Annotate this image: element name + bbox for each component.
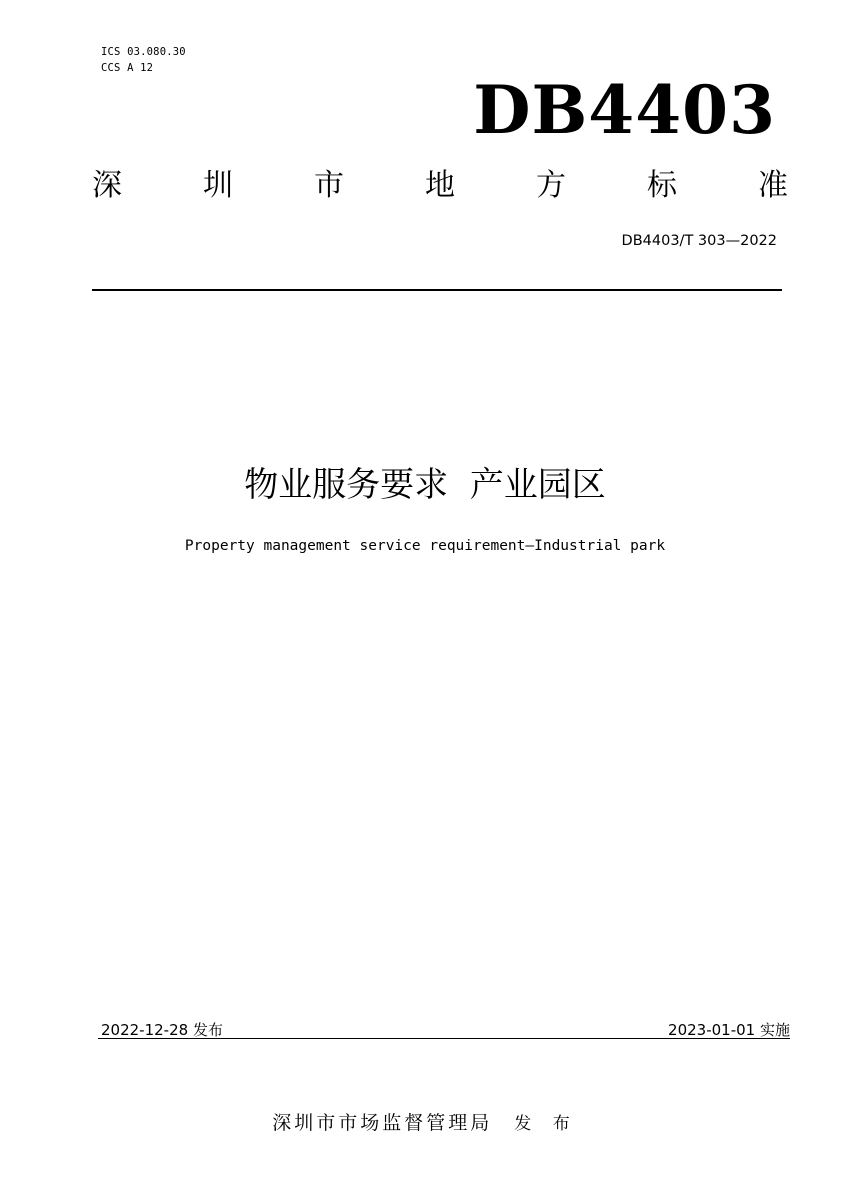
standard-number: DB4403/T 303—2022 — [621, 233, 777, 249]
standard-type-heading — [92, 164, 788, 208]
publisher-issued-label: 发 布 — [514, 1114, 578, 1134]
standard-type-char: 深 — [92, 168, 122, 203]
standard-code-logo: DB4403 — [473, 71, 776, 149]
document-title-english: Property management service requirement—Industrial park — [184, 538, 666, 554]
standard-type-char: 圳 — [203, 168, 233, 203]
standard-type-char: 准 — [758, 168, 788, 203]
standard-type-char: 方 — [536, 168, 566, 203]
classification-codes — [101, 44, 186, 76]
standard-type-char: 市 — [314, 168, 344, 203]
publisher-organization: 深圳市市场监督管理局 — [272, 1112, 493, 1134]
ics-code: ICS 03.080.30 — [101, 46, 186, 58]
ccs-code: CCS A 12 — [101, 62, 154, 74]
implementation-date: 2023-01-01 实施 — [668, 1021, 790, 1039]
standard-type-char: 地 — [425, 168, 455, 203]
footer-divider — [98, 1038, 790, 1039]
issue-date: 2022-12-28 发布 — [101, 1021, 223, 1039]
publisher-line — [0, 1108, 850, 1139]
header-divider — [92, 289, 782, 291]
document-title-chinese: 物业服务要求 产业园区 — [244, 465, 606, 505]
standard-type-char: 标 — [647, 168, 677, 203]
